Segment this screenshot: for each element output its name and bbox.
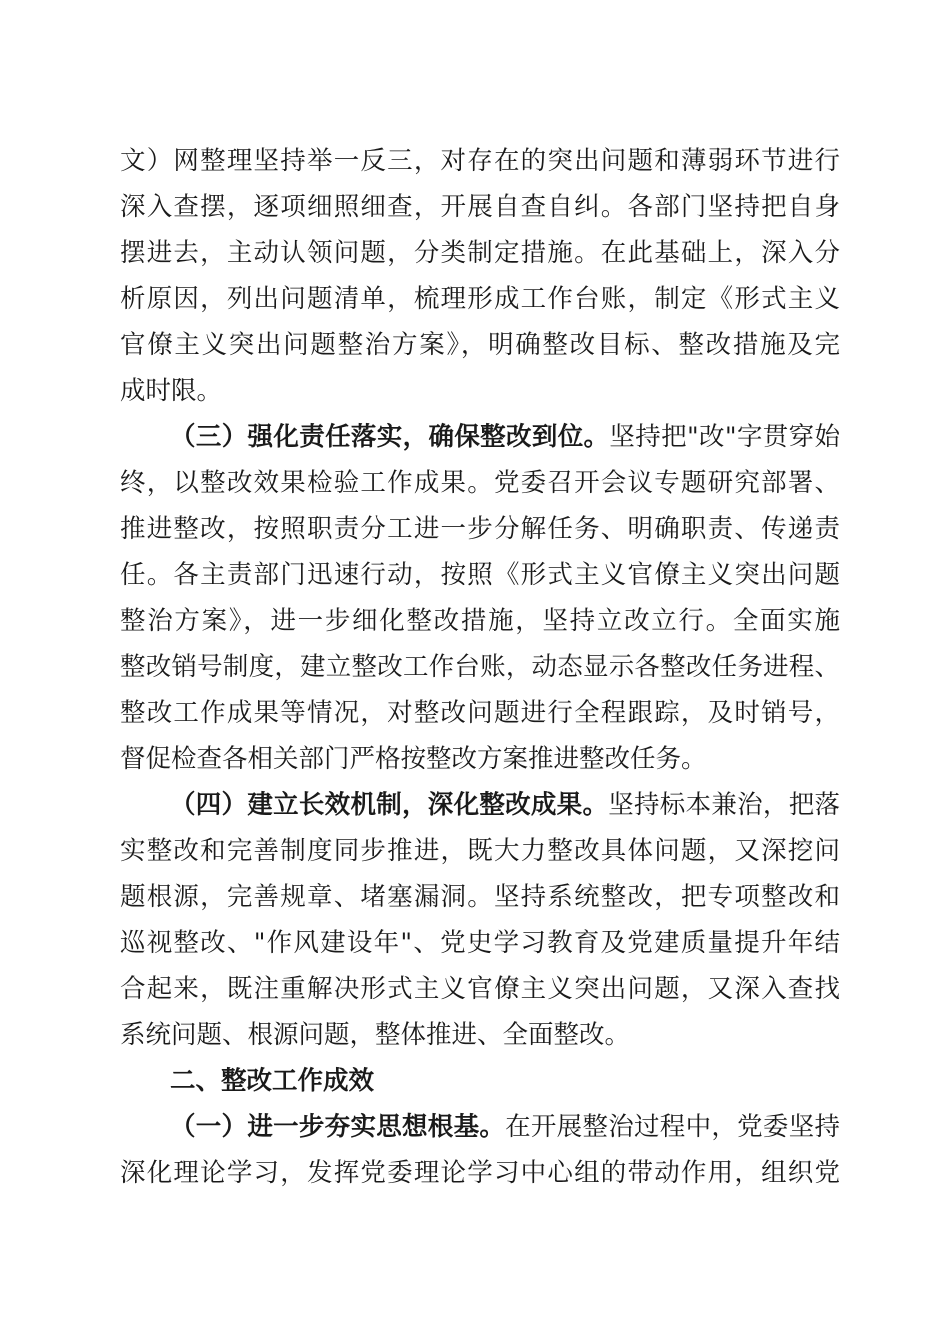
paragraph-line: 整改销号制度，建立整改工作台账，动态显示各整改任务进程、 [120, 652, 840, 682]
paragraph-line: 合起来，既注重解决形式主义官僚主义突出问题，又深入查找 [120, 974, 840, 1004]
paragraph-line: 文）网整理坚持举一反三，对存在的突出问题和薄弱环节进行 [120, 146, 840, 176]
paragraph-line: 成时限。 [120, 376, 223, 406]
paragraph-lead-line [170, 782, 840, 828]
paragraph-line: 摆进去，主动认领问题，分类制定措施。在此基础上，深入分 [120, 238, 840, 268]
paragraph-lead-line [170, 414, 840, 460]
paragraph-line: 终，以整改效果检验工作成果。党委召开会议专题研究部署、 [120, 468, 840, 498]
subsection-title: （四）建立长效机制，深化整改成果。 [170, 790, 609, 820]
paragraph-line: 系统问题、根源问题，整体推进、全面整改。 [120, 1020, 631, 1050]
subsection-title: （三）强化责任落实，确保整改到位。 [170, 422, 610, 452]
paragraph-line: 题根源，完善规章、堵塞漏洞。坚持系统整改，把专项整改和 [120, 882, 840, 912]
paragraph-line: 巡视整改、"作风建设年"、党史学习教育及党建质量提升年结 [120, 928, 840, 958]
section-heading: 二、整改工作成效 [170, 1066, 375, 1096]
paragraph-line: 整治方案》，进一步细化整改措施，坚持立改立行。全面实施 [120, 606, 840, 636]
paragraph-line: 析原因，列出问题清单，梳理形成工作台账，制定《形式主义 [120, 284, 840, 314]
paragraph-lead-line [170, 1104, 840, 1150]
paragraph-line: 整改工作成果等情况，对整改问题进行全程跟踪，及时销号， [120, 698, 840, 728]
paragraph-line: 推进整改，按照职责分工进一步分解任务、明确职责、传递责 [120, 514, 840, 544]
subsection-title: （一）进一步夯实思想根基。 [170, 1112, 506, 1142]
paragraph-line: 任。各主责部门迅速行动，按照《形式主义官僚主义突出问题 [120, 560, 840, 590]
paragraph-line: 深化理论学习，发挥党委理论学习中心组的带动作用，组织党 [120, 1158, 840, 1188]
paragraph-text: 坚持标本兼治，把落 [608, 790, 840, 820]
paragraph-line: 官僚主义突出问题整治方案》，明确整改目标、整改措施及完 [120, 330, 840, 360]
paragraph-text: 坚持把"改"字贯穿始 [609, 422, 840, 452]
paragraph-line: 督促检查各相关部门严格按整改方案推进整改任务。 [120, 744, 707, 774]
paragraph-line: 实整改和完善制度同步推进，既大力整改具体问题，又深挖问 [120, 836, 840, 866]
paragraph-text: 在开展整治过程中，党委坚持 [505, 1112, 840, 1142]
paragraph-line: 深入查摆，逐项细照细查，开展自查自纠。各部门坚持把自身 [120, 192, 840, 222]
